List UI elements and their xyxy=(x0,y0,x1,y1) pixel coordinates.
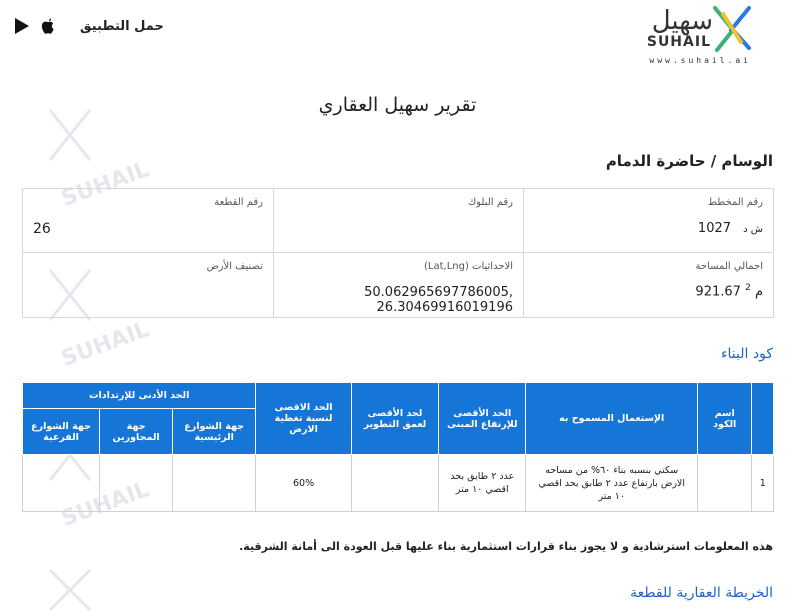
parcel-number-value: 26 xyxy=(33,221,51,237)
row-allowed-use: سكني بنسبه بناء ٦٠% من مساحه الارض بارتفاع عدد ٢ طابق بحد اقصي ١٠ متر xyxy=(526,455,698,512)
svg-text:SUHAIL: SUHAIL xyxy=(58,477,153,532)
row-side-streets xyxy=(23,455,100,512)
row-neighbors xyxy=(100,455,173,512)
main-streets-header: جهة الشوارع الرئيسية xyxy=(173,409,256,455)
disclaimer-text: هذه المعلومات استرشادية و لا يجوز بناء قرارات استثمارية بناء عليها قبل العودة الى أمانة الشرقية. xyxy=(239,540,773,553)
report-title: تقرير سهيل العقاري xyxy=(318,94,477,116)
coordinates-line-2: 26.30469916019196 xyxy=(376,300,513,315)
total-area-exponent: 2 xyxy=(745,283,751,293)
parcel-info-grid xyxy=(22,188,774,318)
brand-name-en: SUHAIL xyxy=(646,34,711,50)
row-main-streets xyxy=(173,455,256,512)
row-max-height: عدد ٢ طابق بحد اقصي ١٠ متر xyxy=(439,455,526,512)
total-area-cell xyxy=(523,253,773,317)
block-number-label: رقم البلوك xyxy=(467,197,513,208)
building-code-heading: كود البناء xyxy=(720,346,773,362)
coordinates-label: الاحداثيات (Lat,Lng) xyxy=(423,261,513,272)
index-header xyxy=(752,383,774,455)
coordinates-line-1: 50.062965697786005, xyxy=(364,285,513,300)
row-code-name xyxy=(698,455,752,512)
plan-number-label: رقم المخطط xyxy=(707,197,763,208)
block-number-cell xyxy=(273,189,523,253)
parcel-number-label: رقم القطعة xyxy=(214,197,263,208)
max-depth-header: لحد الأقصى لعمق التطوير xyxy=(351,383,438,455)
svg-text:SUHAIL: SUHAIL xyxy=(58,317,153,372)
header xyxy=(0,0,795,75)
download-app-label[interactable]: حمل التطبيق xyxy=(80,18,164,34)
total-area-unit: م xyxy=(754,284,763,300)
property-map-heading[interactable]: الخريطة العقارية للقطعة xyxy=(630,585,773,601)
download-app-bar[interactable] xyxy=(14,14,164,38)
suhail-star-icon xyxy=(711,4,753,52)
plan-number-cell xyxy=(523,189,773,253)
land-use-cell xyxy=(23,253,273,317)
brand-url: www.suhail.ai xyxy=(649,56,751,65)
suhail-logo[interactable] xyxy=(617,4,773,70)
brand-name-ar: سهيل xyxy=(651,6,713,36)
total-area-value: 921.67 xyxy=(695,284,741,300)
neighbors-header: جهة المجاورين xyxy=(100,409,173,455)
side-streets-header: جهة الشوارع الفرعية xyxy=(23,409,100,455)
coordinates-value[interactable] xyxy=(364,285,513,315)
total-area-label: اجمالي المساحة xyxy=(695,261,763,272)
min-setbacks-header: الحد الأدنى للإرتدادات xyxy=(23,383,256,409)
plan-number-value-wrap xyxy=(698,221,763,236)
google-play-icon[interactable] xyxy=(14,17,30,35)
row-max-depth xyxy=(351,455,438,512)
code-name-header: اسم الكود xyxy=(698,383,752,455)
row-max-coverage: 60% xyxy=(256,455,352,512)
coordinates-cell xyxy=(273,253,523,317)
suhail-watermark xyxy=(20,70,160,610)
plan-number-value: 1027 xyxy=(697,221,732,236)
plan-number-unit: ش د xyxy=(743,224,763,235)
max-height-header: الحد الأقصى للإرتفاع المبنى xyxy=(439,383,526,455)
total-area-value-wrap xyxy=(695,283,763,299)
land-use-label: تصنيف الأرض xyxy=(206,261,263,272)
row-index: 1 xyxy=(752,455,774,512)
parcel-number-cell xyxy=(23,189,273,253)
svg-text:SUHAIL: SUHAIL xyxy=(58,157,153,212)
table-row xyxy=(23,455,774,512)
location-heading: الوسام / حاضرة الدمام xyxy=(605,152,773,170)
max-coverage-header: الحد الاقصى لنسبة تغطية الارض xyxy=(256,383,352,455)
apple-icon[interactable] xyxy=(40,17,56,35)
allowed-use-header: الإستعمال المسموح به xyxy=(526,383,698,455)
building-code-table xyxy=(22,382,774,512)
